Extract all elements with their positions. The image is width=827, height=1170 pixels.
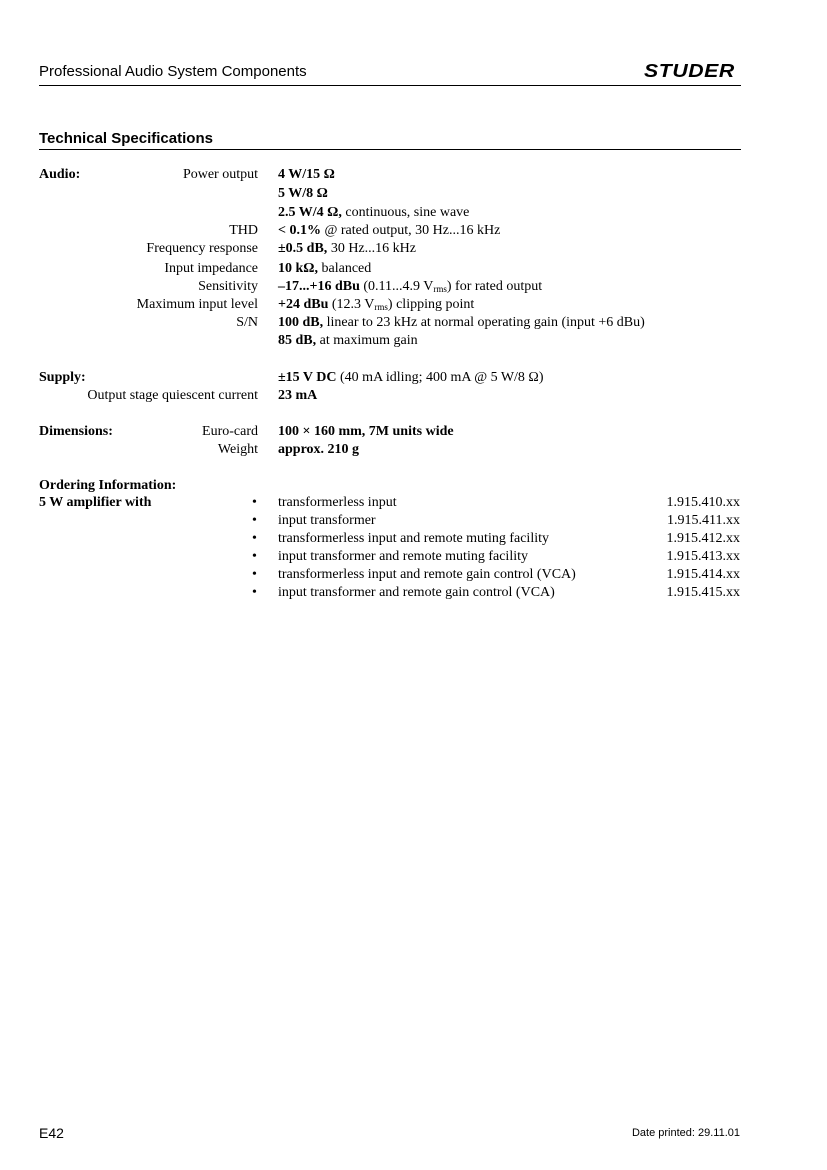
label-frequency-response: Frequency response [146, 241, 258, 256]
value-strong: 5 W/8 Ω [278, 186, 328, 201]
section-rule [39, 149, 741, 150]
value-weight [278, 442, 359, 458]
value-strong: +24 dBu [278, 297, 329, 312]
bullet: • [252, 513, 257, 528]
value-rest: ) clipping point [387, 297, 475, 312]
value-strong: 23 mA [278, 388, 318, 403]
label-max-input-level: Maximum input level [136, 297, 258, 312]
value-frequency-response [278, 241, 416, 257]
value-power-2 [278, 186, 328, 202]
value-rest: @ rated output, 30 Hz...16 kHz [320, 223, 501, 238]
value-power-1 [278, 167, 335, 183]
label-power-output: Power output [182, 167, 258, 182]
item-code: 1.915.413.xx [666, 549, 740, 564]
group-label-supply: Supply: [39, 370, 86, 385]
value-rest: at maximum gain [316, 333, 418, 348]
item-code: 1.915.414.xx [666, 567, 740, 582]
value-rest: (12.3 V [328, 297, 375, 312]
ordering-title: Ordering Information: [39, 478, 177, 493]
item-code: 1.915.410.xx [666, 495, 740, 510]
value-strong: –17...+16 dBu [278, 279, 360, 294]
label-quiescent-current: Output stage quiescent current [87, 388, 258, 403]
value-quiescent-current [278, 388, 317, 404]
value-max-input-level [278, 297, 474, 313]
group-label-dimensions: Dimensions: [39, 424, 113, 439]
value-power-3 [278, 205, 469, 221]
value-rest: ) for rated output [446, 279, 543, 294]
value-input-impedance [278, 261, 371, 277]
item-description: input transformer [278, 513, 376, 528]
value-strong: 85 dB, [278, 333, 317, 348]
value-rest: continuous, sine wave [341, 205, 470, 220]
item-description: transformerless input [278, 495, 397, 510]
value-rest: 30 Hz...16 kHz [327, 241, 416, 256]
label-input-impedance: Input impedance [164, 261, 258, 276]
ordering-subtitle: 5 W amplifier with [39, 495, 152, 510]
label-weight: Weight [217, 442, 258, 457]
item-code: 1.915.415.xx [666, 585, 740, 600]
page-number: E42 [39, 1125, 64, 1141]
bullet: • [252, 495, 257, 510]
label-thd: THD [229, 223, 258, 238]
bullet: • [252, 531, 257, 546]
label-sn: S/N [236, 315, 258, 330]
bullet: • [252, 567, 257, 582]
label-sensitivity: Sensitivity [198, 279, 258, 294]
value-rest: balanced [318, 261, 372, 276]
value-strong: < 0.1% [278, 223, 321, 238]
value-supply-dc [278, 370, 544, 386]
value-subscript: rms [374, 302, 388, 312]
header-rule [39, 85, 741, 86]
value-rest: (0.11...4.9 V [359, 279, 434, 294]
date-printed: Date printed: 29.11.01 [631, 1127, 740, 1139]
item-description: input transformer and remote gain control (VCA) [278, 585, 555, 600]
value-strong: 2.5 W/4 Ω, [278, 205, 342, 220]
value-strong: approx. 210 g [278, 442, 360, 457]
header-title: Professional Audio System Components [39, 63, 307, 80]
value-rest: (40 mA idling; 400 mA @ 5 W/8 Ω) [336, 370, 544, 385]
value-sn-2 [278, 333, 418, 349]
value-thd [278, 223, 500, 239]
value-subscript: rms [433, 284, 447, 294]
bullet: • [252, 549, 257, 564]
value-sensitivity [278, 279, 542, 295]
item-description: transformerless input and remote muting facility [278, 531, 549, 546]
value-strong: 100 × 160 mm, 7M units wide [278, 424, 454, 439]
item-description: transformerless input and remote gain control (VCA) [278, 567, 576, 582]
section-title: Technical Specifications [39, 130, 213, 147]
value-strong: ±15 V DC [278, 370, 337, 385]
label-euro-card: Euro-card [202, 424, 258, 439]
value-strong: 4 W/15 Ω [278, 167, 335, 182]
value-sn-1 [278, 315, 645, 331]
studer-logo: STUDER [644, 61, 735, 81]
bullet: • [252, 585, 257, 600]
item-code: 1.915.411.xx [667, 513, 740, 528]
value-rest: linear to 23 kHz at normal operating gain (input +6 dBu) [323, 315, 645, 330]
item-code: 1.915.412.xx [666, 531, 740, 546]
value-strong: 100 dB, [278, 315, 324, 330]
value-euro-card [278, 424, 454, 440]
item-description: input transformer and remote muting facility [278, 549, 528, 564]
value-strong: ±0.5 dB, [278, 241, 328, 256]
group-label-audio: Audio: [39, 167, 81, 182]
value-strong: 10 kΩ, [278, 261, 318, 276]
